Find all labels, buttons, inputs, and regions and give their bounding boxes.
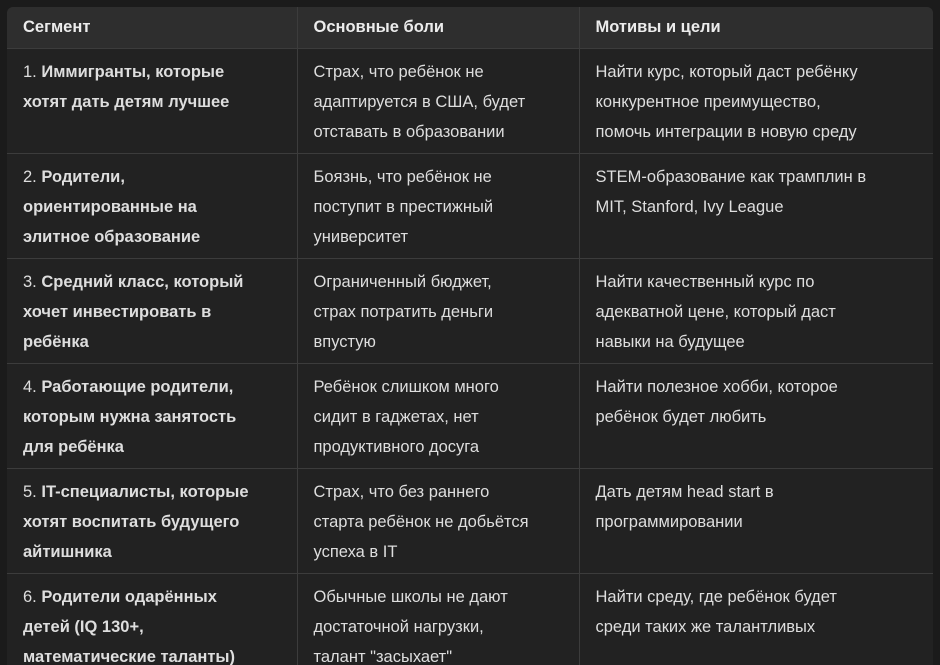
cell-segment xyxy=(7,364,297,469)
row-number: 6. xyxy=(23,588,42,606)
segments-table-container xyxy=(7,7,933,665)
cell-motives: Найти курс, который даст ребёнку конкурентное преимущество, помочь интеграции в новую среду xyxy=(579,49,933,154)
cell-segment xyxy=(7,259,297,364)
table-row xyxy=(7,364,933,469)
segment-name: IT-специалисты, которые хотят воспитать будущего айтишника xyxy=(23,483,249,561)
cell-pains: Ребёнок слишком много сидит в гаджетах, нет продуктивного досуга xyxy=(297,364,579,469)
cell-segment xyxy=(7,154,297,259)
cell-motives: Дать детям head start в программировании xyxy=(579,469,933,574)
segment-name: Родители, ориентированные на элитное образование xyxy=(23,168,201,246)
cell-pains: Боязнь, что ребёнок не поступит в престижный университет xyxy=(297,154,579,259)
table-body xyxy=(7,49,933,665)
cell-segment xyxy=(7,574,297,665)
header-pains: Основные боли xyxy=(297,7,579,49)
cell-pains: Обычные школы не дают достаточной нагрузки, талант "засыхает" xyxy=(297,574,579,665)
header-segment: Сегмент xyxy=(7,7,297,49)
segments-table xyxy=(7,7,933,665)
cell-motives: Найти полезное хобби, которое ребёнок будет любить xyxy=(579,364,933,469)
cell-pains: Ограниченный бюджет, страх потратить деньги впустую xyxy=(297,259,579,364)
segment-name: Иммигранты, которые хотят дать детям лучшее xyxy=(23,63,230,111)
cell-motives: Найти качественный курс по адекватной цене, который даст навыки на будущее xyxy=(579,259,933,364)
table-row xyxy=(7,259,933,364)
header-motives: Мотивы и цели xyxy=(579,7,933,49)
cell-segment xyxy=(7,49,297,154)
row-number: 3. xyxy=(23,273,42,291)
segment-name: Средний класс, который хочет инвестировать в ребёнка xyxy=(23,273,244,351)
cell-pains: Страх, что ребёнок не адаптируется в США, будет отставать в образовании xyxy=(297,49,579,154)
cell-motives: Найти среду, где ребёнок будет среди таких же талантливых xyxy=(579,574,933,665)
row-number: 2. xyxy=(23,168,42,186)
row-number: 1. xyxy=(23,63,42,81)
row-number: 5. xyxy=(23,483,42,501)
cell-pains: Страх, что без раннего старта ребёнок не добьётся успеха в IT xyxy=(297,469,579,574)
table-row xyxy=(7,49,933,154)
cell-motives: STEM-образование как трамплин в MIT, Stanford, Ivy League xyxy=(579,154,933,259)
table-row xyxy=(7,154,933,259)
table-row xyxy=(7,574,933,665)
cell-segment xyxy=(7,469,297,574)
segment-name: Родители одарённых детей (IQ 130+, математические таланты) xyxy=(23,588,236,665)
table-header xyxy=(7,7,933,49)
table-row xyxy=(7,469,933,574)
header-row xyxy=(7,7,933,49)
segment-name: Работающие родители, которым нужна занятость для ребёнка xyxy=(23,378,237,456)
row-number: 4. xyxy=(23,378,42,396)
